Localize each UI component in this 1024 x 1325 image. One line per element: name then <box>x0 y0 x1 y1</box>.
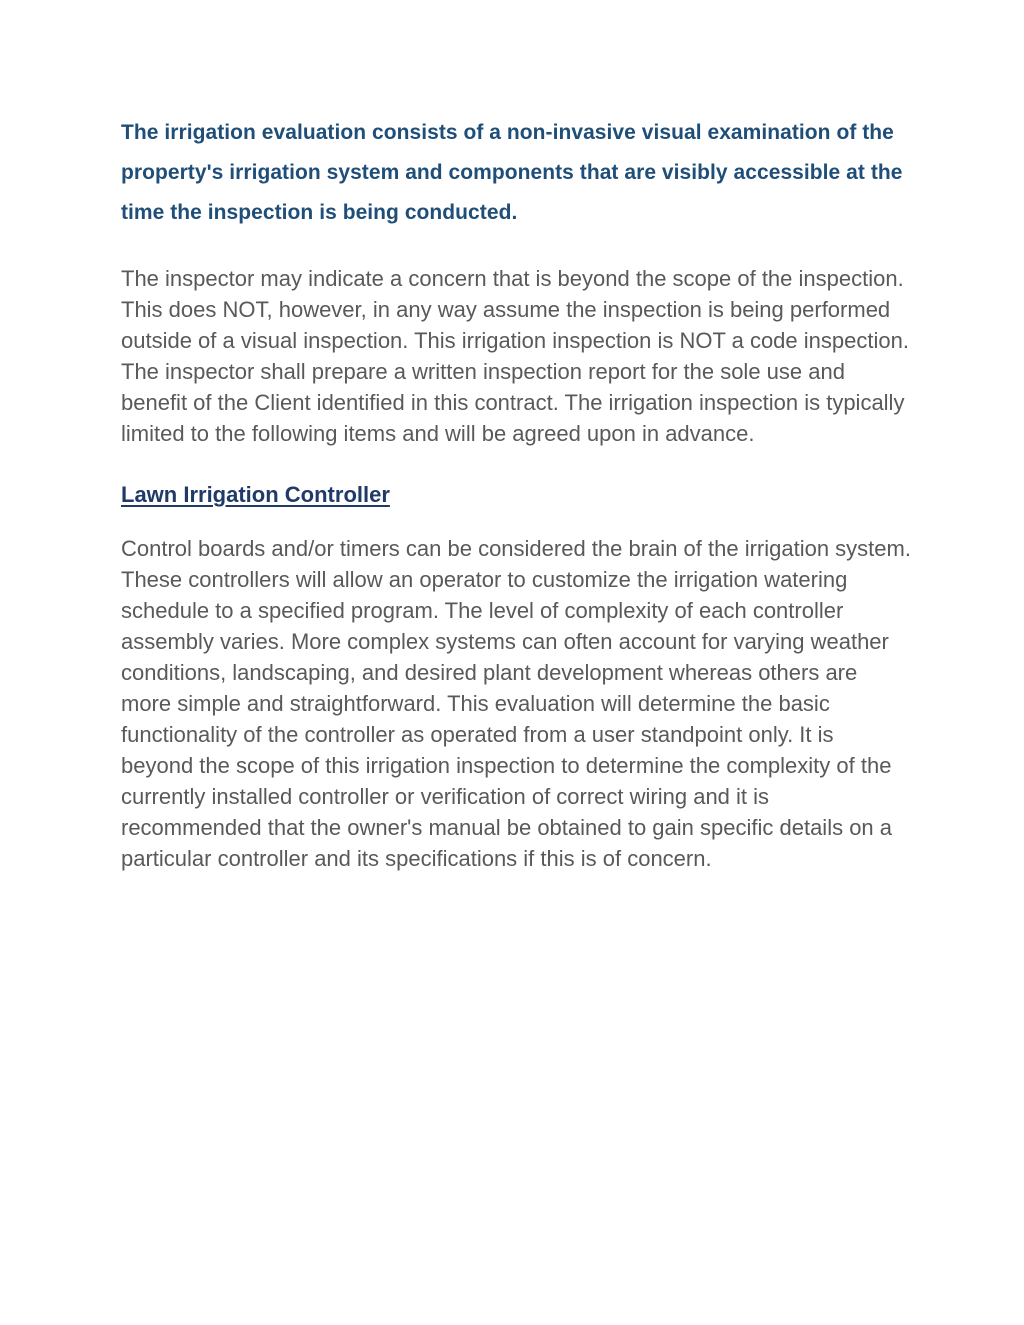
lawn-irrigation-controller-link[interactable]: Lawn Irrigation Controller <box>121 482 390 507</box>
controller-paragraph: Control boards and/or timers can be considered the brain of the irrigation system. These controllers will allow an operator to customize the irrigation watering schedule to a specified program. The level of complexity of each controller assembly varies. More complex systems can often account for varying weather conditions, landscaping, and desired plant development whereas others are more simple and straightforward. This evaluation will determine the basic functionality of the controller as operated from a user standpoint only. It is beyond the scope of this irrigation inspection to determine the complexity of the currently installed controller or verification of correct wiring and it is recommended that the owner's manual be obtained to gain specific details on a particular controller and its specifications if this is of concern. <box>121 536 911 871</box>
scope-paragraph: The inspector may indicate a concern that is beyond the scope of the inspection. This does NOT, however, in any way assume the inspection is being performed outside of a visual inspection. This irrigation inspection is NOT a code inspection. The inspector shall prepare a written inspection report for the sole use and benefit of the Client identified in this contract. The irrigation inspection is typically limited to the following items and will be agreed upon in advance. <box>121 266 909 446</box>
document-page <box>121 113 911 874</box>
intro-paragraph: The irrigation evaluation consists of a non-invasive visual examination of the property's irrigation system and components that are visibly accessible at the time the inspection is being conducted. <box>121 121 903 224</box>
